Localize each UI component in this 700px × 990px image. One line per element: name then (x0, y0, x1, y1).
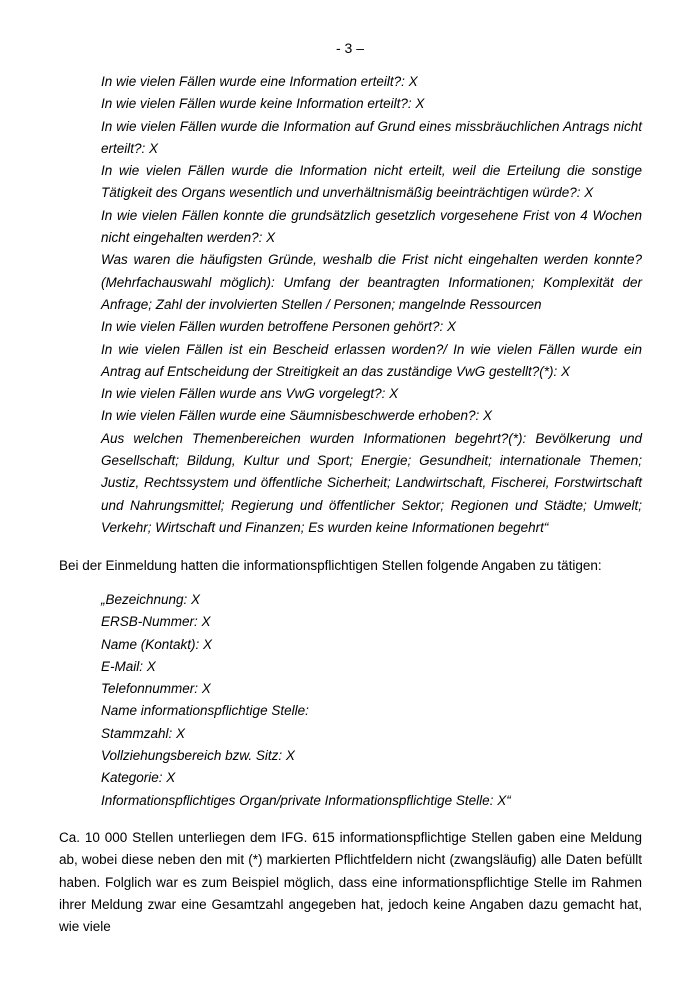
field-item: „Bezeichnung: X (101, 592, 201, 607)
question-item: In wie vielen Fällen wurde eine Information erteilt?: X (101, 74, 418, 89)
question-item: In wie vielen Fällen wurde eine Säumnisbeschwerde erhoben?: X (101, 408, 492, 424)
question-item: In wie vielen Fällen ist ein Bescheid erlassen worden?/ In wie vielen Fällen wurde ein Antrag auf Entscheidung der Streitigkeit an das zuständige VwG gestellt?(*): X (101, 341, 642, 379)
question-item: Aus welchen Themenbereichen wurden Informationen begehrt?(*): Bevölkerung und Gesellschaft; Bildung, Kultur und Sport; Energie; Gesundheit; internationale Themen; Justiz, Rechtssystem und öffentliche Sicherheit; Landwirtschaft, Fischerei, Forstwirtschaft und Nahrungsmittel; Regierung und öffentlicher Sektor; Regionen und Städte; Umwelt; Verkehr; Wirtschaft und Finanzen; Es wurden keine Informationen begehrt“ (101, 430, 642, 535)
field-item: Vollziehungsbereich bzw. Sitz: X (101, 748, 295, 764)
question-item: Was waren die häufigsten Gründe, weshalb die Frist nicht eingehalten werden konnte? (Mehrfachauswahl möglich): Umfang der beantragten Informationen; Komplexität der Anfrage; Zahl der involvierten Stellen / Personen; mangelnde Ressourcen (101, 252, 642, 312)
intro-paragraph: Bei der Einmeldung hatten die informationspflichtigen Stellen folgende Angaben zu tätigen: (59, 558, 602, 573)
field-item: E-Mail: X (101, 658, 156, 674)
question-list (101, 71, 642, 539)
field-list (101, 589, 642, 812)
field-item: Name (Kontakt): X (101, 636, 213, 652)
question-item: In wie vielen Fällen konnte die grundsätzlich gesetzlich vorgesehene Frist von 4 Wochen nicht eingehalten werden?: X (101, 207, 642, 246)
question-item: In wie vielen Fällen wurden betroffene Personen gehört?: X (101, 319, 456, 335)
closing-paragraph: Ca. 10 000 Stellen unterliegen dem IFG. 615 informationspflichtige Stellen gaben eine Meldung ab, wobei diese neben den mit (*) markierten Pflichtfeldern nicht (zwangsläufig) alle Daten befüllt haben. Folglich war es zum Beispiel möglich, dass eine informationspflichtige Stelle im Rahmen ihrer Meldung zwar eine Gesamtzahl angegeben hat, jedoch keine Angaben dazu gemacht hat, wie viele (59, 830, 642, 935)
field-item: Kategorie: X (101, 770, 176, 786)
field-item: Name informationspflichtige Stelle: (101, 703, 309, 719)
field-item: ERSB-Nummer: X (101, 614, 211, 630)
field-item: Informationspflichtiges Organ/private Informationspflichtige Stelle: X“ (101, 792, 511, 808)
question-item: In wie vielen Fällen wurde die Information nicht erteilt, weil die Erteilung die sonstige Tätigkeit des Organs wesentlich und unverhältnismäßig beeinträchtigen würde?: X (101, 163, 642, 201)
question-item: In wie vielen Fällen wurde die Information auf Grund eines missbräuchlichen Antrags nicht erteilt?: X (101, 118, 642, 156)
question-item: In wie vielen Fällen wurde ans VwG vorgelegt?: X (101, 386, 399, 402)
field-item: Telefonnummer: X (101, 681, 211, 697)
question-item: In wie vielen Fällen wurde keine Information erteilt?: X (101, 96, 425, 112)
field-item: Stammzahl: X (101, 725, 186, 741)
page-number: - 3 – (335, 40, 364, 56)
